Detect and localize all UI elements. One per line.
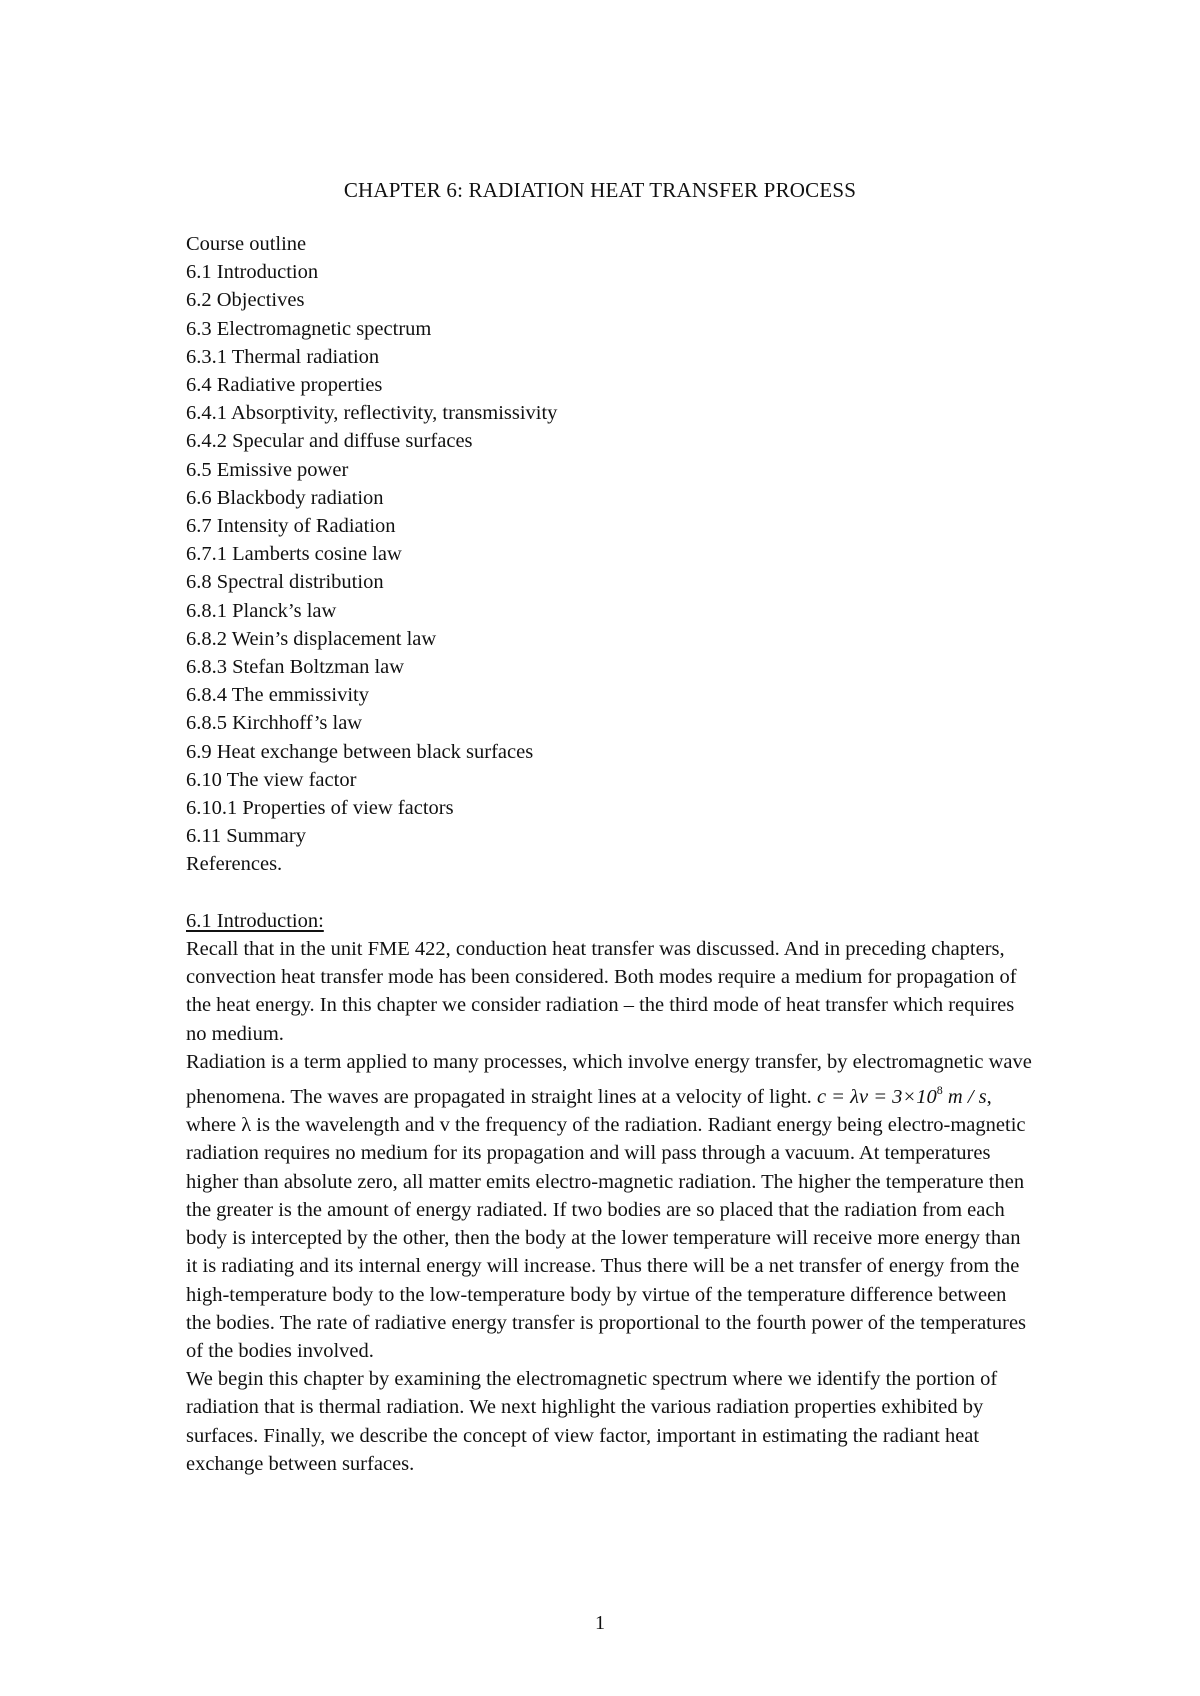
outline-item: 6.9 Heat exchange between black surfaces (186, 740, 534, 763)
outline-item: References. (186, 853, 283, 876)
outline-item: 6.3 Electromagnetic spectrum (186, 317, 432, 340)
outline-item: 6.8 Spectral distribution (186, 571, 384, 594)
intro-paragraph-2 (186, 1048, 1036, 1365)
intro-paragraph-1: Recall that in the unit FME 422, conduction heat transfer was discussed. And in preceding chapters, convection heat transfer mode has been considered. Both modes require a medium for propagation of the heat energy. In this chapter we consider radiation – the third mode of heat transfer which requires no medium. (186, 938, 1017, 1045)
outline-item: 6.8.4 The emmissivity (186, 684, 369, 707)
intro-paragraph-2-text-start: Radiation is a term applied to many processes, which involve energy transfer, by electromagnetic wave phenomena. The waves are propagated in straight lines at a velocity of light. (186, 1050, 1032, 1109)
speed-of-light-equation (816, 1083, 987, 1109)
introduction-heading: 6.1 Introduction: (186, 909, 324, 932)
equation-exponent: 8 (936, 1083, 943, 1098)
outline-item: 6.4.1 Absorptivity, reflectivity, transmissivity (186, 402, 558, 425)
chapter-title: CHAPTER 6: RADIATION HEAT TRANSFER PROCESS (343, 178, 857, 202)
outline-item: 6.5 Emissive power (186, 458, 349, 481)
outline-item: 6.7 Intensity of Radiation (186, 515, 396, 538)
outline-item: 6.7.1 Lamberts cosine law (186, 543, 402, 566)
outline-item: 6.4 Radiative properties (186, 374, 383, 397)
outline-item: 6.8.2 Wein’s displacement law (186, 627, 437, 650)
outline-item: 6.4.2 Specular and diffuse surfaces (186, 430, 473, 453)
page-number: 1 (595, 1612, 605, 1634)
intro-paragraph-3: We begin this chapter by examining the electromagnetic spectrum where we identify the portion of radiation that is thermal radiation. We next highlight the various radiation properties exhibited by surfaces. Finally, we describe the concept of view factor, important in estimating the radiant heat exchange between surfaces. (186, 1368, 998, 1475)
outline-item: 6.1 Introduction (186, 261, 319, 284)
intro-paragraph-2-text-end: , where λ is the wavelength and v the frequency of the radiation. Radiant energy being electro-magnetic radiation requires no medium for its propagation and will pass through a vacuum. At temperatures higher than absolute zero, all matter emits electro-magnetic radiation. The higher the temperature then the greater is the amount of energy radiated. If two bodies are so placed that the radiation from each body is intercepted by the other, then the body at the lower temperature will receive more energy than it is radiating and its internal energy will increase. Thus there will be a net transfer of energy from the high-temperature body to the low-temperature body by virtue of the temperature difference between the bodies. The rate of radiative energy transfer is proportional to the fourth power of the temperatures of the bodies involved. (186, 1086, 1027, 1362)
page-content (186, 230, 1036, 1478)
outline-item: 6.2 Objectives (186, 289, 305, 312)
outline-item: 6.10 The view factor (186, 768, 357, 791)
course-outline-list (186, 258, 1036, 878)
equation-main: c = λν = 3×10 (816, 1086, 937, 1109)
outline-heading: Course outline (186, 233, 307, 255)
outline-item: 6.11 Summary (186, 825, 306, 848)
outline-item: 6.10.1 Properties of view factors (186, 797, 454, 820)
outline-item: 6.3.1 Thermal radiation (186, 345, 380, 368)
outline-item: 6.6 Blackbody radiation (186, 486, 384, 509)
outline-item: 6.8.1 Planck’s law (186, 599, 337, 622)
outline-item: 6.8.3 Stefan Boltzman law (186, 656, 405, 679)
outline-item: 6.8.5 Kirchhoff’s law (186, 712, 363, 735)
equation-units: m / s (947, 1086, 987, 1109)
